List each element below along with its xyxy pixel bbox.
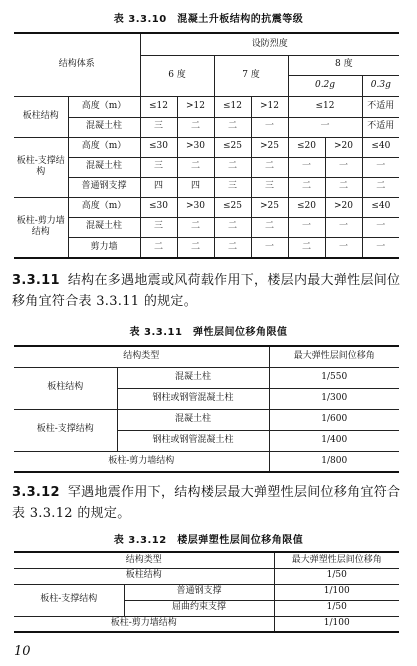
limit-value: 1/300 [269,388,399,409]
group-slab-column-shear-wall: 板柱-剪力墙结构 [14,616,274,632]
header-7-degree: 7 度 [214,55,288,96]
table-cell: ≤20 [288,197,325,217]
table-cell: 一 [325,237,362,258]
group-slab-column-shear-wall: 板柱-剪力墙结构 [14,197,68,258]
clause-text: 结构在多遇地震或风荷载作用下，楼层内最大弹性层间位移角宜符合表 3.3.11 的规定。 [12,273,401,309]
row-label: 剪力墙 [68,237,140,258]
table-cell: 二 [177,117,214,137]
table-cell: ≤12 [288,96,362,117]
table-cell: 一 [362,217,399,237]
row-label: 高度（m） [68,197,140,217]
row-label: 高度（m） [68,96,140,117]
group-slab-column-brace: 板柱-支撑结构 [14,137,68,197]
limit-value: 1/100 [274,584,399,600]
table-cell: 一 [288,117,362,137]
header-0-2g: 0.2g [288,75,362,96]
table-cell: >12 [177,96,214,117]
table-cell: 一 [362,157,399,177]
table-cell: ≤12 [214,96,251,117]
row-label: 混凝土柱 [68,157,140,177]
limit-value: 1/550 [269,367,399,388]
table-cell: 二 [288,177,325,197]
table-cell: 二 [325,177,362,197]
header-8-degree: 8 度 [288,55,399,75]
header-intensity: 设防烈度 [140,33,399,55]
limit-value: 1/600 [269,409,399,430]
limit-value: 1/100 [274,616,399,632]
table-cell: ≤12 [140,96,177,117]
header-structure-type: 结构类型 [14,346,269,367]
header-elastic-drift-limit: 最大弹性层间位移角 [269,346,399,367]
group-slab-column: 板柱结构 [14,367,117,409]
table-cell: 三 [251,177,288,197]
sub-type: 屈曲约束支撑 [124,600,274,616]
table-cell: 不适用 [362,117,399,137]
row-label: 普通钢支撑 [68,177,140,197]
header-structure-system: 结构体系 [14,33,140,96]
table-cell: ≤20 [288,137,325,157]
group-slab-column-brace: 板柱-支撑结构 [14,409,117,451]
table-cell: ≤25 [214,197,251,217]
clause-text: 罕遇地震作用下，结构楼层最大弹塑性层间位移角宜符合表 3.3.12 的规定。 [12,485,401,521]
table-cell: 不适用 [362,96,399,117]
header-6-degree: 6 度 [140,55,214,96]
header-structure-type: 结构类型 [14,552,274,568]
table-cell: 二 [177,237,214,258]
table-cell: 一 [325,157,362,177]
table-3-3-11 [14,345,399,473]
table-cell: >25 [251,197,288,217]
table-cell: 二 [140,237,177,258]
table-3-3-12-caption: 表 3.3.12 楼层弹塑性层间位移角限值 [113,535,304,546]
table-cell: 一 [288,157,325,177]
limit-value: 1/50 [274,600,399,616]
table-cell: ≤40 [362,137,399,157]
table-cell: 二 [288,237,325,258]
table-cell: 二 [177,217,214,237]
table-cell: 四 [177,177,214,197]
sub-type: 钢柱或钢管混凝土柱 [117,388,269,409]
table-cell: 二 [177,157,214,177]
limit-value: 1/50 [274,568,399,584]
table-cell: 三 [140,117,177,137]
table-cell: 二 [214,237,251,258]
table-cell: 一 [325,217,362,237]
clause-number: 3.3.12 [12,485,60,500]
table-cell: ≤30 [140,137,177,157]
table-cell: ≤25 [214,137,251,157]
sub-type: 混凝土柱 [117,367,269,388]
table-cell: ≤30 [140,197,177,217]
table-cell: 一 [362,237,399,258]
clause-3-3-11 [12,270,410,312]
table-cell: >20 [325,137,362,157]
row-label: 高度（m） [68,137,140,157]
table-cell: >30 [177,197,214,217]
group-slab-column-shear-wall: 板柱-剪力墙结构 [14,451,269,472]
sub-type: 普通钢支撑 [124,584,274,600]
table-cell: 三 [140,157,177,177]
table-3-3-11-caption: 表 3.3.11 弹性层间位移角限值 [129,327,288,338]
table-3-3-12 [14,551,399,633]
table-cell: 二 [362,177,399,197]
row-label: 混凝土柱 [68,117,140,137]
table-cell: >30 [177,137,214,157]
header-plastic-drift-limit: 最大弹塑性层间位移角 [274,552,399,568]
table-cell: 二 [214,157,251,177]
table-cell: 三 [214,177,251,197]
table-cell: 二 [214,117,251,137]
table-cell: 四 [140,177,177,197]
row-label: 混凝土柱 [68,217,140,237]
table-cell: 二 [251,157,288,177]
group-slab-column-brace: 板柱-支撑结构 [14,584,124,616]
table-cell: 二 [214,217,251,237]
page-number: 10 [14,644,31,659]
limit-value: 1/400 [269,430,399,451]
table-cell: 一 [288,217,325,237]
table-cell: 三 [140,217,177,237]
group-slab-column: 板柱结构 [14,568,274,584]
sub-type: 混凝土柱 [117,409,269,430]
table-cell: 一 [251,237,288,258]
table-cell: >25 [251,137,288,157]
clause-3-3-12 [12,482,410,524]
group-slab-column: 板柱结构 [14,96,68,137]
table-cell: >20 [325,197,362,217]
table-cell: 一 [251,117,288,137]
sub-type: 钢柱或钢管混凝土柱 [117,430,269,451]
header-0-3g: 0.3g [362,75,399,96]
table-cell: 二 [251,217,288,237]
table-cell: >12 [251,96,288,117]
table-3-3-10 [14,32,399,259]
limit-value: 1/800 [269,451,399,472]
table-cell: ≤40 [362,197,399,217]
table-3-3-10-caption: 表 3.3.10 混凝土升板结构的抗震等级 [113,14,304,25]
clause-number: 3.3.11 [12,273,60,288]
